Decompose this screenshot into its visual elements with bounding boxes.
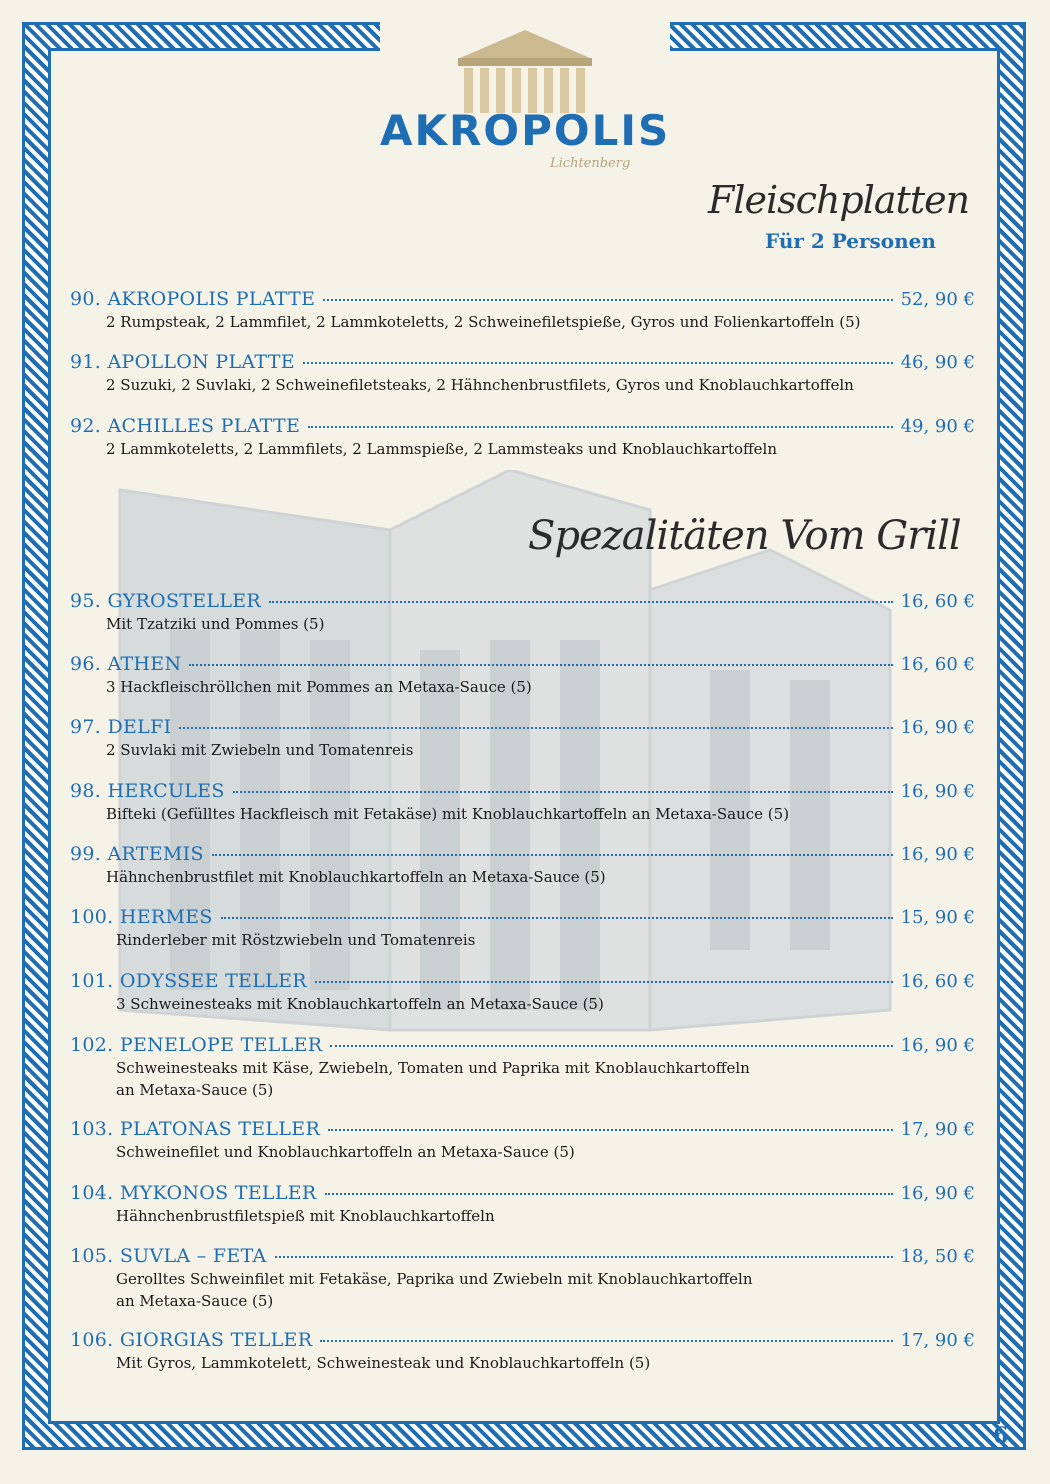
menu-item-number: 98.: [70, 780, 102, 802]
menu-item-name: [70, 351, 295, 373]
menu-item-title: MYKONOS TELLER: [119, 1182, 317, 1204]
menu-item-description: 3 Schweinesteaks mit Knoblauchkartoffeln an Metaxa-Sauce (5): [116, 995, 604, 1013]
menu-item-description-cont: an Metaxa-Sauce (5): [116, 1292, 274, 1310]
menu-item-title: GIORGIAS TELLER: [119, 1329, 313, 1351]
section-title-grill: Spezalitäten Vom Grill: [528, 513, 961, 559]
dot-leader: [233, 791, 893, 793]
menu-item-price: 17, 90 €: [900, 1330, 975, 1351]
menu-item-title: ODYSSEE TELLER: [119, 970, 307, 992]
menu-item: [70, 970, 975, 1015]
menu-item-name: [70, 1182, 317, 1204]
menu-item-price: 16, 90 €: [900, 1035, 975, 1056]
menu-item: [70, 1118, 975, 1163]
menu-item-title: GYROSTELLER: [107, 590, 262, 612]
menu-item-price: 16, 60 €: [900, 971, 975, 992]
menu-item-description: Schweinesteaks mit Käse, Zwiebeln, Tomaten und Paprika mit Knoblauchkartoffeln: [116, 1059, 750, 1077]
dot-leader: [323, 299, 892, 301]
menu-item-name: [70, 1329, 312, 1351]
menu-item-title: PENELOPE TELLER: [119, 1034, 323, 1056]
menu-item-title: PLATONAS TELLER: [119, 1118, 321, 1140]
dot-leader: [269, 601, 893, 603]
logo-subtitle: Lichtenberg: [550, 156, 631, 171]
menu-item-price: 16, 90 €: [900, 717, 975, 738]
section-title-fleischplatten: Fleischplatten: [708, 178, 970, 222]
menu-item-number: 105.: [70, 1245, 114, 1267]
menu-item: [70, 843, 975, 888]
menu-item-name: [70, 653, 181, 675]
menu-item: [70, 415, 975, 460]
menu-item-number: 97.: [70, 716, 102, 738]
menu-item-description: 2 Suzuki, 2 Suvlaki, 2 Schweinefiletsteaks, 2 Hähnchenbrustfilets, Gyros und Knoblauchkartoffeln: [106, 376, 854, 394]
dot-leader: [303, 362, 893, 364]
menu-item-price: 18, 50 €: [900, 1246, 975, 1267]
menu-item-title: ATHEN: [107, 653, 182, 675]
menu-item-name: [70, 843, 204, 865]
menu-item-description: 2 Suvlaki mit Zwiebeln und Tomatenreis: [106, 741, 414, 759]
menu-item-description: 2 Lammkoteletts, 2 Lammfilets, 2 Lammspieße, 2 Lammsteaks und Knoblauchkartoffeln: [106, 440, 777, 458]
menu-item: [70, 351, 975, 396]
menu-item-price: 16, 90 €: [900, 781, 975, 802]
menu-item-description: 2 Rumpsteak, 2 Lammfilet, 2 Lammkoteletts, 2 Schweinefiletspieße, Gyros und Folienkartoffeln (5): [106, 313, 861, 331]
page-number: 6: [993, 1423, 1009, 1449]
menu-item-number: 100.: [70, 906, 114, 928]
dot-leader: [212, 854, 893, 856]
menu-item: [70, 780, 975, 825]
menu-item-description-cont: an Metaxa-Sauce (5): [116, 1081, 274, 1099]
menu-item-name: [70, 716, 171, 738]
dot-leader: [275, 1256, 893, 1258]
menu-item-title: HERCULES: [107, 780, 225, 802]
menu-item-description: Gerolltes Schweinfilet mit Fetakäse, Paprika und Zwiebeln mit Knoblauchkartoffeln: [116, 1270, 753, 1288]
menu-item-title: AKROPOLIS PLATTE: [107, 288, 316, 310]
menu-item-number: 106.: [70, 1329, 114, 1351]
logo-title: AKROPOLIS: [380, 106, 671, 155]
menu-item-title: HERMES: [119, 906, 213, 928]
menu-item-number: 91.: [70, 351, 102, 373]
menu-item-description: Mit Gyros, Lammkotelett, Schweinesteak und Knoblauchkartoffeln (5): [116, 1354, 651, 1372]
menu-item-description: Rinderleber mit Röstzwiebeln und Tomatenreis: [116, 931, 476, 949]
menu-item-title: APOLLON PLATTE: [107, 351, 295, 373]
menu-item-name: [70, 906, 213, 928]
menu-item-name: [70, 1118, 320, 1140]
menu-item-number: 102.: [70, 1034, 114, 1056]
menu-item-number: 99.: [70, 843, 102, 865]
menu-item-price: 16, 60 €: [900, 654, 975, 675]
menu-item-number: 92.: [70, 415, 102, 437]
menu-item-price: 17, 90 €: [900, 1119, 975, 1140]
menu-item-description: Hähnchenbrustfiletspieß mit Knoblauchkartoffeln: [116, 1207, 495, 1225]
dot-leader: [328, 1129, 893, 1131]
menu-item: [70, 716, 975, 761]
menu-item-name: [70, 970, 307, 992]
menu-item-number: 103.: [70, 1118, 114, 1140]
menu-item-name: [70, 1245, 267, 1267]
menu-item-name: [70, 1034, 322, 1056]
menu-item-price: 52, 90 €: [900, 289, 975, 310]
dot-leader: [320, 1340, 892, 1342]
menu-item: [70, 1245, 975, 1312]
menu-item: [70, 1182, 975, 1227]
menu-item-price: 16, 90 €: [900, 844, 975, 865]
menu-item-name: [70, 780, 225, 802]
menu-item-price: 49, 90 €: [900, 416, 975, 437]
menu-item-description: Mit Tzatziki und Pommes (5): [106, 615, 325, 633]
dot-leader: [330, 1045, 892, 1047]
menu-item-number: 101.: [70, 970, 114, 992]
menu-item: [70, 288, 975, 333]
menu-item-price: 16, 90 €: [900, 1183, 975, 1204]
menu-item: [70, 906, 975, 951]
temple-icon: [450, 28, 600, 118]
menu-item-number: 104.: [70, 1182, 114, 1204]
section-subtitle: Für 2 Personen: [765, 229, 936, 253]
restaurant-logo: [380, 22, 670, 172]
menu-item-price: 16, 60 €: [900, 591, 975, 612]
menu-item-name: [70, 590, 261, 612]
menu-item-price: 46, 90 €: [900, 352, 975, 373]
menu-item-number: 90.: [70, 288, 102, 310]
menu-item: [70, 653, 975, 698]
menu-item: [70, 590, 975, 635]
menu-item-description: Schweinefilet und Knoblauchkartoffeln an Metaxa-Sauce (5): [116, 1143, 575, 1161]
menu-item-number: 96.: [70, 653, 102, 675]
menu-item: [70, 1034, 975, 1101]
dot-leader: [315, 981, 893, 983]
menu-item-title: SUVLA – FETA: [119, 1245, 267, 1267]
menu-item-price: 15, 90 €: [900, 907, 975, 928]
menu-item-name: [70, 415, 300, 437]
menu-item-description: Bifteki (Gefülltes Hackfleisch mit Fetakäse) mit Knoblauchkartoffeln an Metaxa-Sauce (5): [106, 805, 790, 823]
dot-leader: [179, 727, 892, 729]
menu-item: [70, 1329, 975, 1374]
menu-item-description: 3 Hackfleischröllchen mit Pommes an Metaxa-Sauce (5): [106, 678, 532, 696]
dot-leader: [189, 664, 892, 666]
dot-leader: [325, 1193, 893, 1195]
menu-item-description: Hähnchenbrustfilet mit Knoblauchkartoffeln an Metaxa-Sauce (5): [106, 868, 606, 886]
dot-leader: [221, 917, 893, 919]
menu-item-title: ARTEMIS: [107, 843, 204, 865]
dot-leader: [308, 426, 892, 428]
menu-item-title: ACHILLES PLATTE: [107, 415, 301, 437]
menu-item-name: [70, 288, 315, 310]
menu-item-title: DELFI: [107, 716, 172, 738]
menu-item-number: 95.: [70, 590, 102, 612]
